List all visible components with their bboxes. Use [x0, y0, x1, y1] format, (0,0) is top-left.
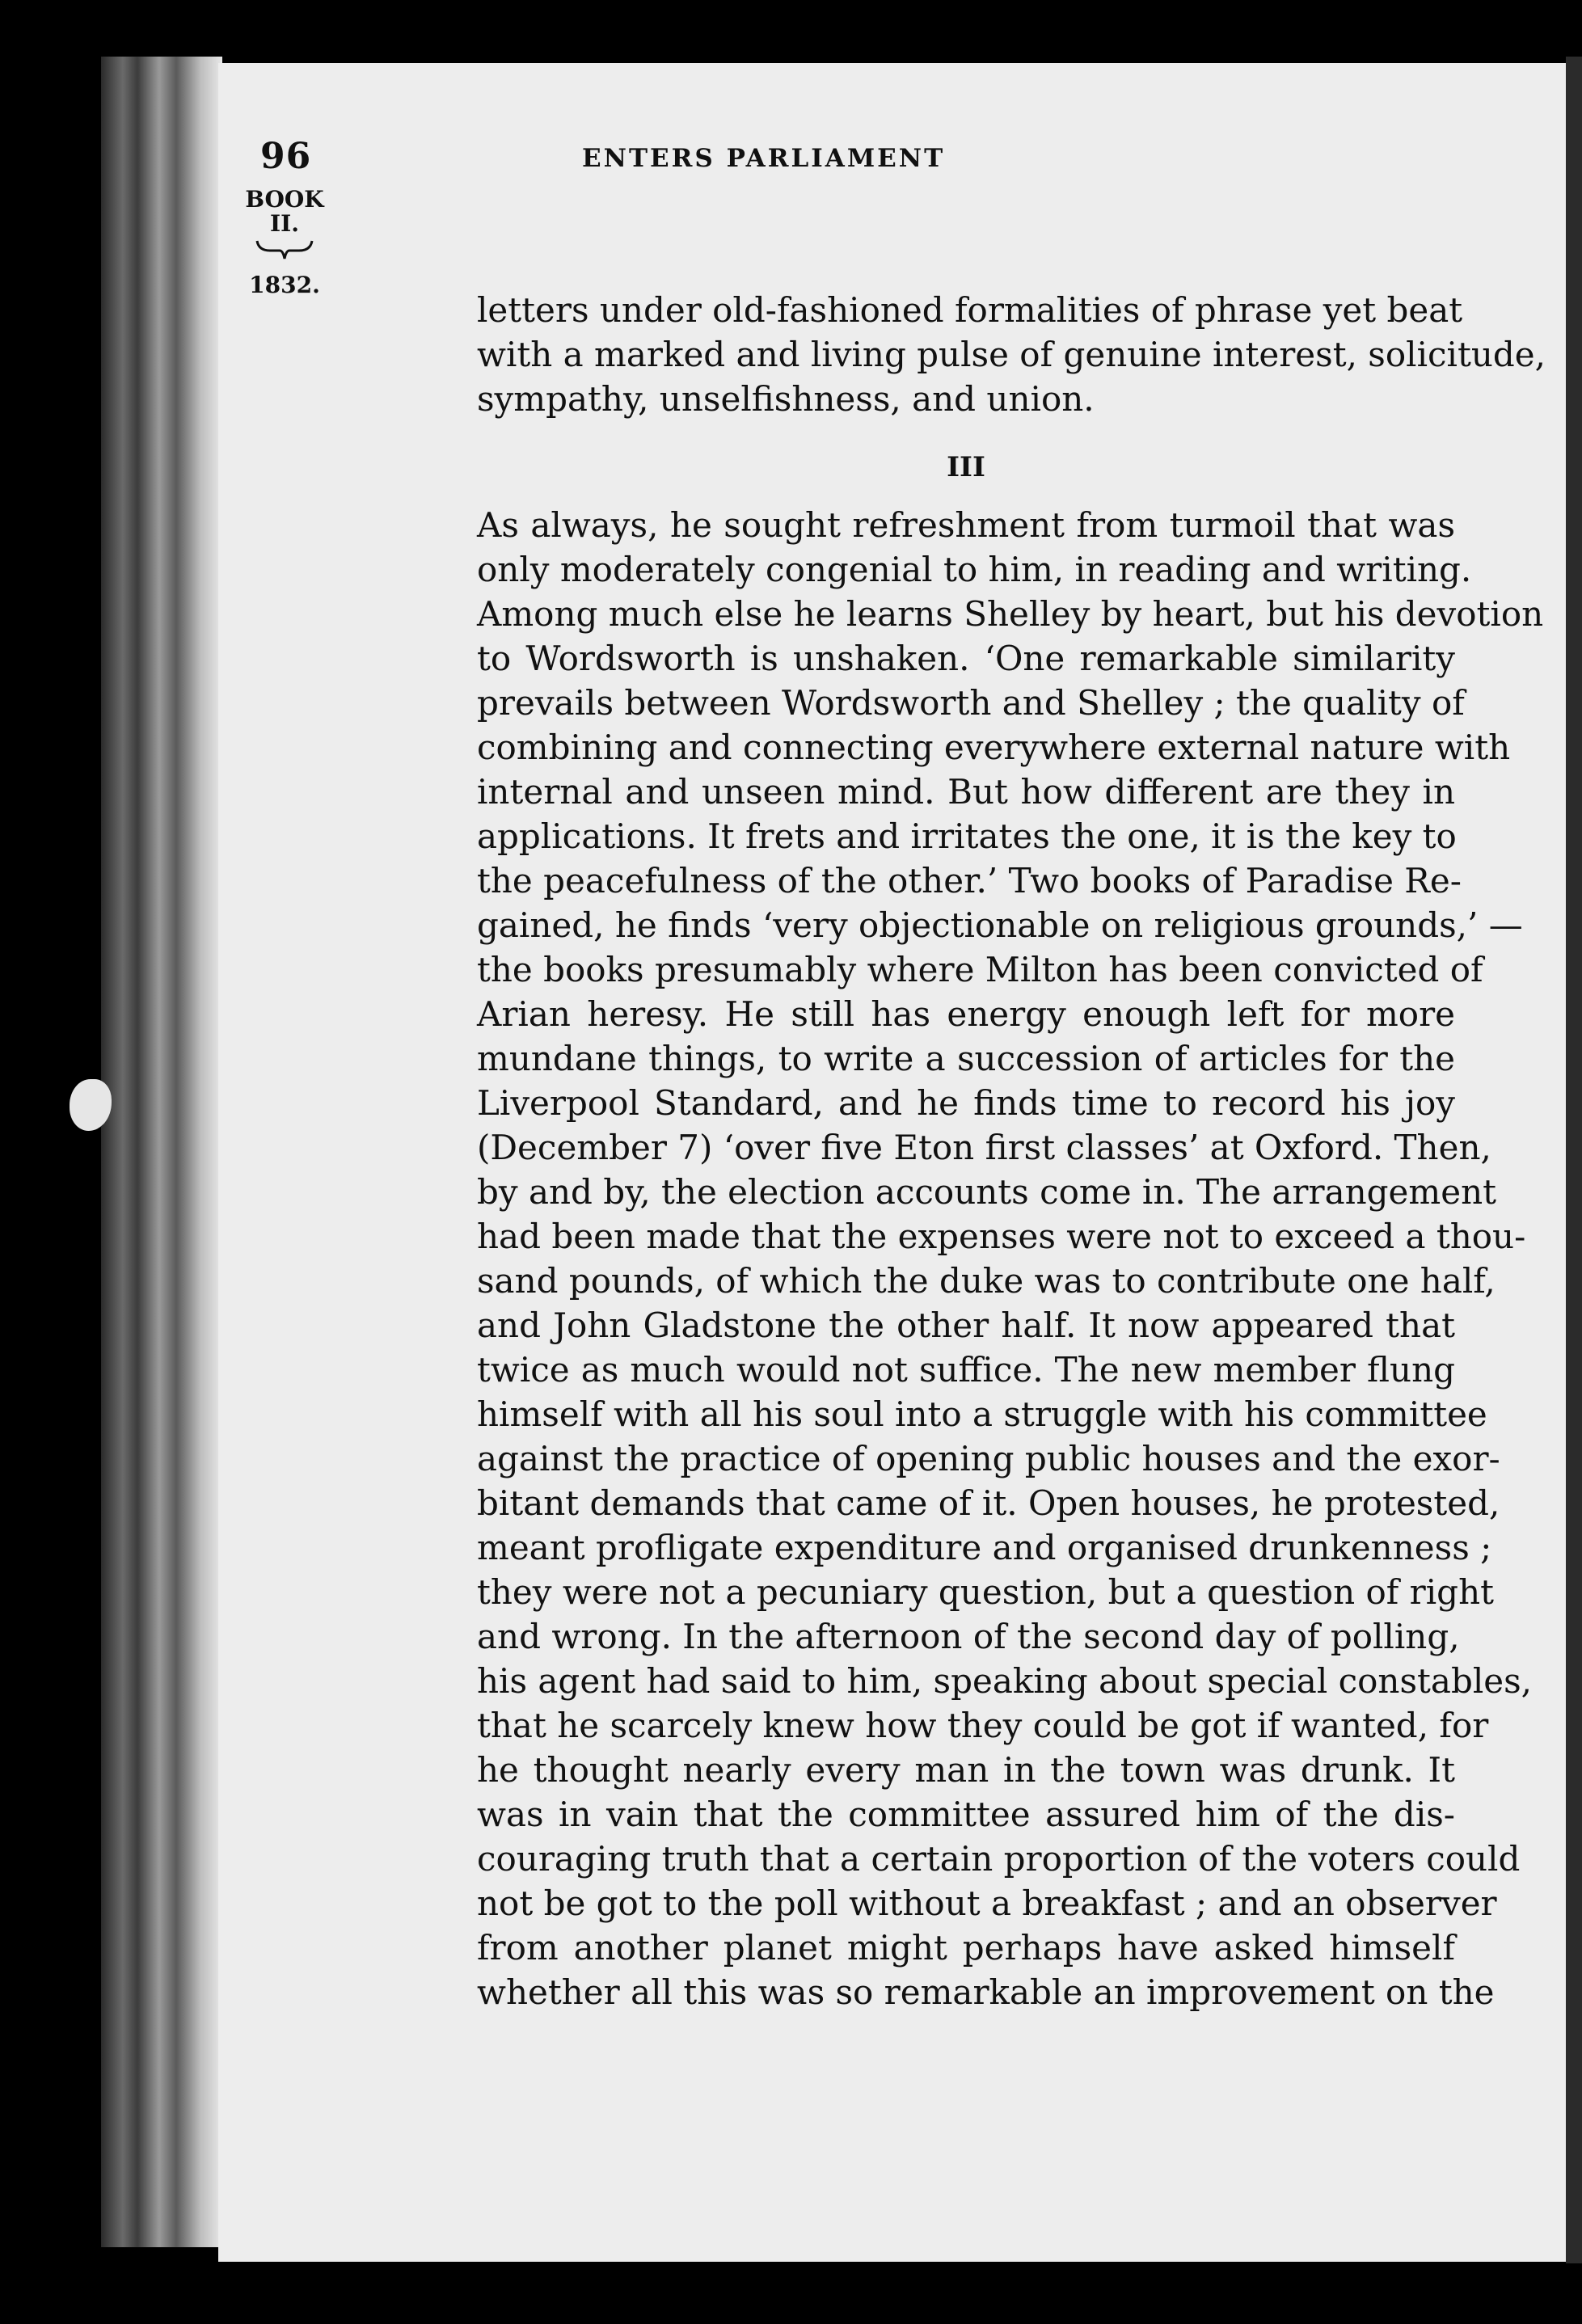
page-number: 96 [260, 136, 312, 177]
text-line: had been made that the expenses were not to exceed a thou- [477, 1217, 1526, 1256]
text-line: and John Gladstone the other half. It now appeared that [477, 1305, 1455, 1345]
text-line: letters under old-fashioned formalities of phrase yet beat [477, 290, 1463, 330]
text-line: his agent had said to him, speaking about special constables, [477, 1661, 1533, 1701]
text-line: As always, he sought refreshment from turmoil that was [477, 505, 1455, 545]
text-line: Among much else he learns Shelley by heart, but his devotion [477, 594, 1544, 634]
text-line: prevails between Wordsworth and Shelley ; the quality of [477, 683, 1465, 723]
paragraph-main [477, 503, 1544, 2014]
text-line: applications. It frets and irritates the one, it is the key to [477, 816, 1457, 856]
text-line: Arian heresy. He still has energy enough left for more [477, 994, 1455, 1034]
text-line: and wrong. In the afternoon of the second day of polling, [477, 1617, 1460, 1656]
running-head: ENTERS PARLIAMENT [582, 144, 946, 173]
text-line: sympathy, unselfishness, and union. [477, 379, 1095, 419]
text-line: was in vain that the committee assured him of the dis- [477, 1795, 1455, 1834]
text-line: by and by, the election accounts come in. The arrangement [477, 1172, 1497, 1212]
text-line: couraging truth that a certain proportion of the voters could [477, 1839, 1521, 1879]
text-line: they were not a pecuniary question, but a question of right [477, 1572, 1494, 1612]
text-line: whether all this was so remarkable an improvement on the [477, 1972, 1495, 2012]
text-line: himself with all his soul into a struggle with his committee [477, 1394, 1487, 1434]
text-line: gained, he finds ‘very objectionable on religious grounds,’ — [477, 905, 1523, 945]
margin-book-number: II. [270, 210, 299, 237]
text-line: twice as much would not suffice. The new member flung [477, 1350, 1455, 1390]
text-line: bitant demands that came of it. Open houses, he protested, [477, 1483, 1500, 1523]
book-spine-edge [101, 57, 222, 2247]
margin-note-book [244, 188, 325, 236]
text-line: sand pounds, of which the duke was to contribute one half, [477, 1261, 1496, 1301]
text-line: with a marked and living pulse of genuine interest, solicitude, [477, 335, 1546, 374]
text-line: from another planet might perhaps have asked himself [477, 1928, 1455, 1968]
paragraph-continued [477, 288, 1546, 421]
text-line: he thought nearly every man in the town was drunk. It [477, 1750, 1455, 1790]
text-line: the books presumably where Milton has been convicted of [477, 950, 1483, 989]
text-line: (December 7) ‘over five Eton first classes’ at Oxford. Then, [477, 1128, 1491, 1167]
text-line: not be got to the poll without a breakfast ; and an observer [477, 1883, 1497, 1923]
text-line: Liverpool Standard, and he finds time to record his joy [477, 1083, 1455, 1123]
margin-brace-icon [255, 239, 314, 260]
section-number: III [947, 451, 985, 483]
text-line: against the practice of opening public houses and the exor- [477, 1439, 1500, 1478]
text-line: the peacefulness of the other.’ Two books of Paradise Re- [477, 861, 1462, 900]
text-line: internal and unseen mind. But how different are they in [477, 772, 1455, 812]
margin-note-year: 1832. [249, 272, 320, 298]
page-edge-shadow [1566, 57, 1582, 2263]
text-line: combining and connecting everywhere external nature with [477, 728, 1511, 767]
text-line: mundane things, to write a succession of articles for the [477, 1039, 1455, 1078]
margin-book-label: BOOK [245, 186, 324, 213]
text-line: to Wordsworth is unshaken. ‘One remarkable similarity [477, 639, 1455, 678]
text-line: meant profligate expenditure and organised drunkenness ; [477, 1528, 1492, 1567]
text-line: that he scarcely knew how they could be got if wanted, for [477, 1706, 1489, 1745]
text-line: only moderately congenial to him, in reading and writing. [477, 550, 1472, 589]
